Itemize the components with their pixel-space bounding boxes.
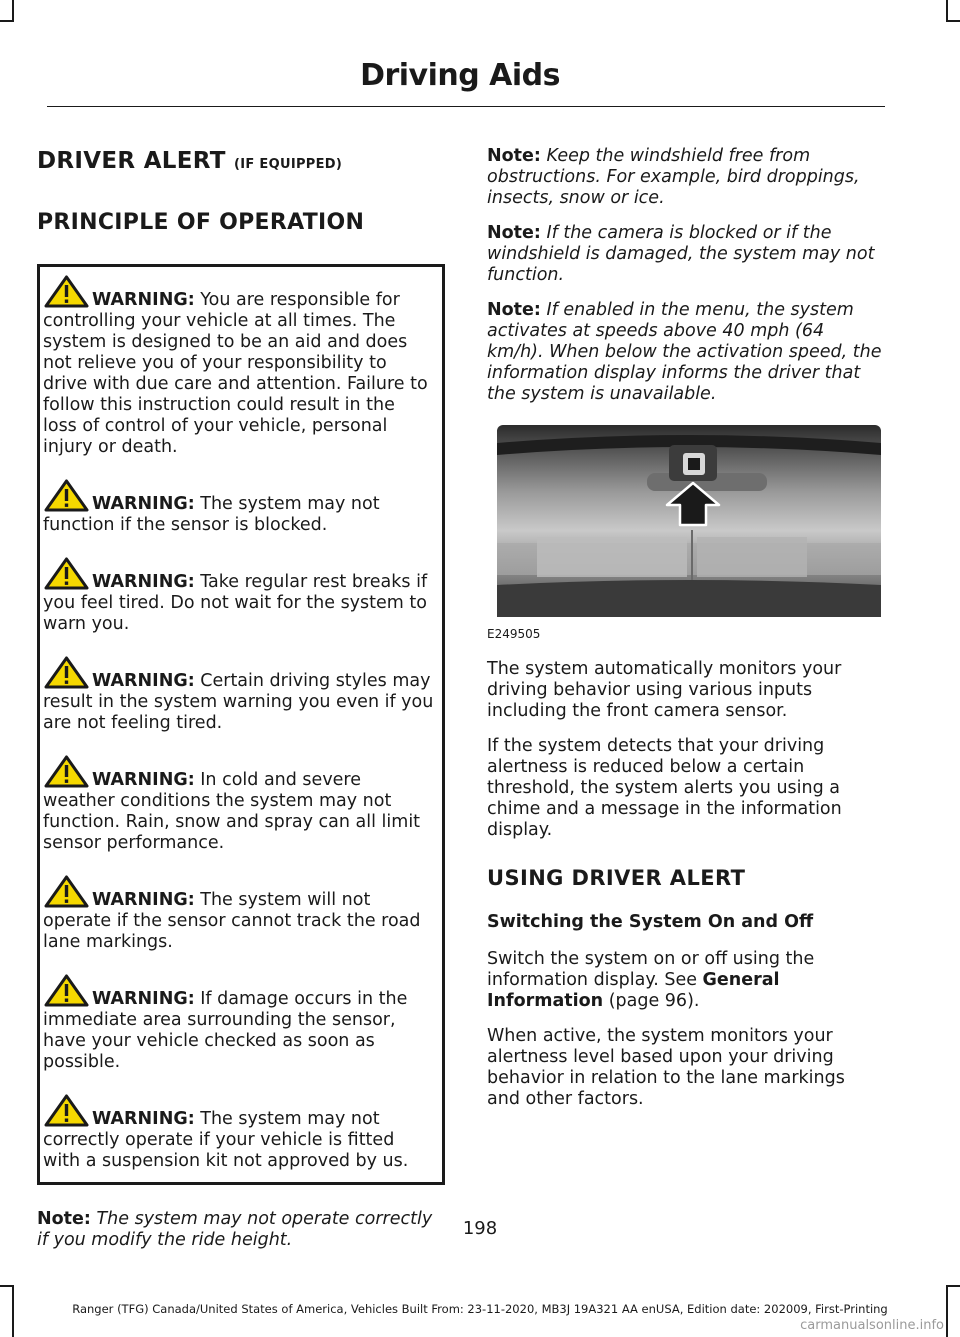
header-rule [47,106,885,107]
paragraph: When active, the system monitors your alertness level based upon your driving behavior in relation to the lane markings and other factors. [487,1026,845,1109]
warning-text: In cold and severe weather conditions the system may not function. Rain, snow and spray can all limit sensor performance. [43,770,421,853]
switching-heading: Switching the System On and Off [487,912,814,932]
note-activation-speed [487,300,882,405]
warning-item [43,275,434,458]
warning-triangle-icon [43,275,90,308]
note-label: Note: [37,1209,91,1229]
warning-box [37,264,445,1185]
warning-item [43,875,434,953]
paragraph-text: Switch the system on or off using the information display. See [487,949,815,990]
section-title [37,146,445,180]
warning-label: WARNING: [92,890,195,910]
warning-triangle-icon [43,755,90,788]
windshield-camera-image [497,425,881,617]
warning-item [43,656,434,734]
right-column [487,146,882,1124]
page-reference: (page 96). [603,991,700,1011]
warning-item [43,479,434,536]
warning-item [43,755,434,854]
note-text: The system may not operate correctly if you modify the ride height. [37,1209,433,1250]
warning-label: WARNING: [92,1109,195,1129]
camera-illustration [497,425,881,617]
crop-mark [0,20,14,22]
note-label: Note: [487,223,541,243]
warning-label: WARNING: [92,572,195,592]
warning-triangle-icon [43,875,90,908]
crop-mark [946,0,948,22]
section-subtitle: PRINCIPLE OF OPERATION [37,210,365,235]
warning-triangle-icon [43,656,90,689]
page-number: 198 [462,1218,498,1239]
crop-mark [0,1285,14,1287]
using-driver-alert-heading: USING DRIVER ALERT [487,866,746,890]
general-information-link[interactable]: General Information [487,970,780,1011]
warning-text: You are responsible for controlling your vehicle at all times. The system is designed to be an aid and does not relieve you of your responsibility to drive with due care and attention. Failure to follow this instruction could result in the loss of control of your vehicle, personal injury or death. [43,290,428,457]
note-text: If the camera is blocked or if the windshield is damaged, the system may not function. [487,223,875,285]
warning-triangle-icon [43,974,90,1007]
figure-id: E249505 [487,627,541,641]
left-column [37,146,445,1265]
note-label: Note: [487,300,541,320]
footer-text: Ranger (TFG) Canada/United States of America, Vehicles Built From: 23-11-2020, MB3J 19A321 AA enUSA, Edition date: 202009, First-Printing [72,1302,888,1316]
warning-label: WARNING: [92,989,195,1009]
watermark: carmanualsonline.info [800,1318,944,1333]
warning-item [43,557,434,635]
warning-text: The system will not operate if the sensor cannot track the road lane markings. [43,890,421,952]
warning-text: Certain driving styles may result in the system warning you even if you are not feeling tired. [43,671,434,733]
note-text: If enabled in the menu, the system activates at speeds above 40 mph (64 km/h). When below the activation speed, the information display informs the driver that the system is unavailable. [487,300,882,404]
warning-text: Take regular rest breaks if you feel tired. Do not wait for the system to warn you. [43,572,428,634]
warning-text: The system may not function if the sensor is blocked. [43,494,380,535]
note-text: Keep the windshield free from obstructions. For example, bird droppings, insects, snow or ice. [487,146,860,208]
crop-mark [946,20,960,22]
warning-triangle-icon [43,557,90,590]
warning-triangle-icon [43,479,90,512]
section-title-text: DRIVER ALERT [37,148,226,174]
section-title-qualifier: (IF EQUIPPED) [234,157,343,172]
paragraph: The system automatically monitors your driving behavior using various inputs including the front camera sensor. [487,659,842,721]
warning-item [43,1094,434,1172]
paragraph [487,949,882,1012]
warning-text: The system may not correctly operate if your vehicle is fitted with a suspension kit not approved by us. [43,1109,409,1171]
note-camera [487,223,882,286]
warning-label: WARNING: [92,770,195,790]
note-windshield [487,146,882,209]
warning-label: WARNING: [92,671,195,691]
paragraph: If the system detects that your driving alertness is reduced below a certain threshold, the system alerts you using a chime and a message in the information display. [487,736,842,840]
warning-label: WARNING: [92,494,195,514]
note-label: Note: [487,146,541,166]
warning-item [43,974,434,1073]
page-header-title: Driving Aids [360,58,560,93]
warning-triangle-icon [43,1094,90,1127]
crop-mark [12,0,14,22]
crop-mark [946,1285,960,1287]
warning-text: If damage occurs in the immediate area surrounding the sensor, have your vehicle checked as soon as possible. [43,989,408,1072]
warning-label: WARNING: [92,290,195,310]
